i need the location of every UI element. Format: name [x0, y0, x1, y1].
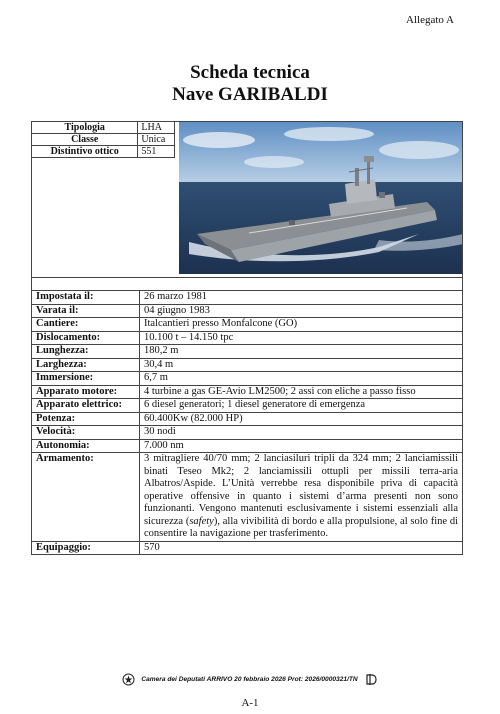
summary-value: 551	[138, 146, 175, 158]
spec-label: Autonomia:	[32, 439, 140, 453]
spec-value: Italcantieri presso Monfalcone (GO)	[140, 318, 463, 332]
spec-label: Velocità:	[32, 426, 140, 440]
spec-label: Apparato elettrico:	[32, 399, 140, 413]
protocol-stamp	[0, 673, 500, 686]
spec-row	[32, 399, 462, 413]
spec-row	[32, 372, 462, 386]
technical-sheet	[31, 121, 463, 555]
spec-row	[32, 331, 462, 345]
summary-value: Unica	[138, 134, 175, 146]
spec-value: 6 diesel generatori; 1 diesel generatore di emergenza	[140, 399, 463, 413]
spec-label: Varata il:	[32, 304, 140, 318]
spec-value: 60.400Kw (82.000 HP)	[140, 412, 463, 426]
summary-table	[32, 122, 175, 158]
chamber-emblem-icon	[122, 673, 135, 686]
spec-value: 30 nodi	[140, 426, 463, 440]
spec-row	[32, 291, 462, 304]
spec-row	[32, 426, 462, 440]
spec-value: 30,4 m	[140, 358, 463, 372]
spec-value: 4 turbine a gas GE-Avio LM2500; 2 assi con eliche a passo fisso	[140, 385, 463, 399]
spec-label: Dislocamento:	[32, 331, 140, 345]
armament-row	[32, 453, 462, 542]
summary-row	[32, 122, 175, 134]
spec-value: 7.000 nm	[140, 439, 463, 453]
spec-label: Potenza:	[32, 412, 140, 426]
spec-label: Larghezza:	[32, 358, 140, 372]
spec-label: Impostata il:	[32, 291, 140, 304]
armament-text-after: ), alla vivibilità di bordo e alla propulsione, al solo fine di consentire la navigazione per trasferimento.	[144, 515, 458, 539]
spec-value: 6,7 m	[140, 372, 463, 386]
annex-label: Allegato A	[406, 14, 454, 26]
stamp-text: Camera dei Deputati ARRIVO 20 febbraio 2026 Prot: 2026/0000321/TN	[141, 676, 358, 683]
spec-row	[32, 358, 462, 372]
armament-label: Armamento:	[32, 453, 140, 542]
armament-text-italic: safety	[189, 515, 214, 527]
armament-text-before: 3 mitragliere 40/70 mm; 2 lanciasiluri tripli da 324 mm; 2 lanciamissili binati Teseo Mk2; 2 lanciamissili ottupli per missili terra-aria Albatros/Aspide. L’Unità verrebbe resa disponibile priva di capacità operative offensive in quanto i sistemi d’arma presenti non sono funzionanti. Vengono mantenuti esclusivamente i sistemi essenziali alla sicurezza (	[144, 453, 458, 527]
ship-photo-illustration	[179, 122, 462, 274]
spec-row	[32, 385, 462, 399]
summary-row	[32, 134, 175, 146]
page-title	[0, 62, 500, 106]
stamp-mark-icon	[364, 673, 378, 686]
ship-photo	[179, 122, 462, 274]
crew-label: Equipaggio:	[32, 541, 140, 554]
sheet-top-section	[32, 122, 462, 278]
page-number: A-1	[241, 697, 259, 709]
spec-row	[32, 345, 462, 359]
summary-row	[32, 146, 175, 158]
specs-table	[32, 291, 462, 554]
spec-row	[32, 439, 462, 453]
spec-value: 04 giugno 1983	[140, 304, 463, 318]
spec-row	[32, 412, 462, 426]
spec-value: 10.100 t – 14.150 tpc	[140, 331, 463, 345]
spec-row	[32, 304, 462, 318]
title-line-2: Nave GARIBALDI	[172, 84, 328, 105]
summary-value: LHA	[138, 122, 175, 134]
title-line-1: Scheda tecnica	[190, 62, 310, 83]
spec-value: 180,2 m	[140, 345, 463, 359]
summary-label: Tipologia	[32, 122, 138, 134]
armament-value	[140, 453, 463, 542]
spec-label: Immersione:	[32, 372, 140, 386]
section-spacer	[32, 278, 462, 291]
spec-label: Cantiere:	[32, 318, 140, 332]
spec-label: Apparato motore:	[32, 385, 140, 399]
spec-row	[32, 318, 462, 332]
summary-label: Classe	[32, 134, 138, 146]
spec-value: 26 marzo 1981	[144, 291, 207, 302]
crew-value: 570	[140, 541, 463, 554]
summary-label: Distintivo ottico	[32, 146, 138, 158]
spec-label: Lunghezza:	[32, 345, 140, 359]
crew-row	[32, 541, 462, 554]
